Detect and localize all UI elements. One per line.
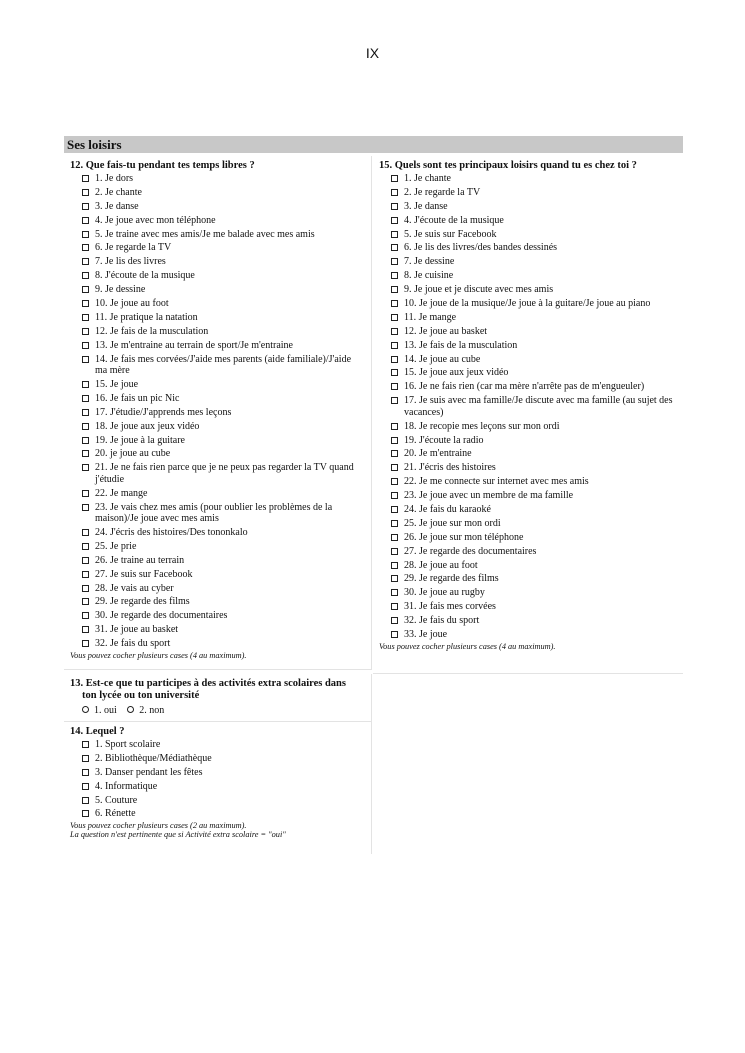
q15-option-label: 7. Je dessine	[404, 256, 455, 268]
checkbox-icon[interactable]	[82, 314, 89, 321]
q14-option-label: 6. Rénette	[95, 808, 136, 820]
q15-option-label: 9. Je joue et je discute avec mes amis	[404, 284, 554, 296]
checkbox-icon[interactable]	[391, 203, 398, 210]
q15-option-31[interactable]	[373, 601, 683, 613]
q15-option-label: 2. Je regarde la TV	[404, 186, 481, 198]
checkbox-icon[interactable]	[82, 189, 89, 196]
q15-option-20[interactable]	[373, 448, 683, 460]
q12-option-20[interactable]	[64, 448, 371, 460]
q12-option-13[interactable]	[64, 340, 371, 352]
q15-option-label: 8. Je cuisine	[404, 270, 454, 282]
q14-option-1[interactable]	[64, 739, 371, 751]
q12-option-label: 10. Je joue au foot	[95, 298, 169, 310]
q12-option-25[interactable]	[64, 541, 371, 553]
checkbox-icon[interactable]	[391, 286, 398, 293]
q15-option-1[interactable]	[373, 173, 683, 185]
q12-option-28[interactable]	[64, 583, 371, 595]
checkbox-icon[interactable]	[82, 464, 89, 471]
question-13-title-line2: ton lycée ou ton université	[82, 690, 200, 701]
checkbox-icon[interactable]	[82, 300, 89, 307]
checkbox-icon[interactable]	[391, 423, 398, 430]
question-15	[373, 156, 683, 674]
q15-option-30[interactable]	[373, 587, 683, 599]
q15-option-label: 13. Je fais de la musculation	[404, 339, 518, 351]
q12-option-2[interactable]	[64, 187, 371, 199]
checkbox-icon[interactable]	[391, 506, 398, 513]
question-14-note-1: Vous pouvez cocher plusieurs cases (2 au maximum).	[70, 821, 247, 831]
q15-option-label: 17. Je suis avec ma famille/Je discute avec ma famille (au sujet des vacances)	[404, 395, 673, 418]
q12-option-16[interactable]	[64, 393, 371, 405]
checkbox-icon[interactable]	[82, 490, 89, 497]
q15-option-12[interactable]	[373, 326, 683, 338]
checkbox-icon[interactable]	[82, 395, 89, 402]
checkbox-icon[interactable]	[82, 203, 89, 210]
checkbox-icon[interactable]	[82, 356, 89, 363]
q12-option-label: 1. Je dors	[95, 173, 134, 184]
q14-option-label: 1. Sport scolaire	[95, 739, 161, 750]
checkbox-icon[interactable]	[391, 369, 398, 376]
q14-option-3[interactable]	[64, 767, 371, 779]
q15-option-label: 30. Je joue au rugby	[404, 587, 485, 599]
q12-option-label: 4. Je joue avec mon téléphone	[95, 214, 216, 226]
q15-option-label: 33. Je joue	[404, 629, 448, 640]
checkbox-icon[interactable]	[82, 381, 89, 388]
checkbox-icon[interactable]	[82, 741, 89, 748]
q12-option-9[interactable]	[64, 284, 371, 296]
q12-option-label: 22. Je mange	[95, 487, 148, 499]
q15-option-15[interactable]	[373, 367, 683, 379]
checkbox-icon[interactable]	[391, 342, 398, 349]
section-title: Ses loisirs	[64, 136, 683, 153]
checkbox-icon[interactable]	[391, 217, 398, 224]
q12-option-label: 30. Je regarde des documentaires	[95, 610, 228, 622]
checkbox-icon[interactable]	[391, 617, 398, 624]
checkbox-icon[interactable]	[82, 217, 89, 224]
page-number: IX	[365, 45, 380, 61]
q15-option-2[interactable]	[373, 187, 683, 199]
q12-option-label: 2. Je chante	[95, 186, 142, 198]
q12-option-label: 20. je joue au cube	[95, 448, 171, 460]
q14-option-label: 2. Bibliothèque/Médiathèque	[95, 752, 212, 764]
checkbox-icon[interactable]	[82, 437, 89, 444]
q12-option-label: 26. Je traine au terrain	[95, 554, 185, 566]
q15-option-label: 24. Je fais du karaoké	[404, 503, 491, 515]
q12-option-4[interactable]	[64, 215, 371, 227]
q15-option-8[interactable]	[373, 270, 683, 282]
q12-option-30[interactable]	[64, 610, 371, 622]
q15-option-label: 27. Je regarde des documentaires	[404, 545, 537, 557]
q15-option-label: 5. Je suis sur Facebook	[404, 228, 497, 240]
q14-option-5[interactable]	[64, 795, 371, 807]
q12-option-label: 23. Je vais chez mes amis (pour oublier les problèmes de la maison)/Je joue avec mes amis	[95, 501, 333, 525]
q12-option-12[interactable]	[64, 326, 371, 338]
checkbox-icon[interactable]	[82, 423, 89, 430]
q12-option-label: 28. Je vais au cyber	[95, 582, 174, 594]
q12-option-17[interactable]	[64, 407, 371, 419]
q12-option-label: 31. Je joue au basket	[95, 624, 179, 636]
q15-option-label: 10. Je joue de la musique/Je joue à la guitare/Je joue au piano	[404, 298, 651, 310]
question-13-options	[64, 702, 371, 717]
checkbox-icon[interactable]	[391, 603, 398, 610]
q15-option-33[interactable]	[373, 629, 683, 641]
q13-option-label: 1. oui	[94, 705, 117, 716]
checkbox-icon[interactable]	[391, 231, 398, 238]
q12-option-26[interactable]	[64, 555, 371, 567]
checkbox-icon[interactable]	[391, 478, 398, 485]
q13-option-non[interactable]	[127, 705, 164, 717]
q14-option-4[interactable]	[64, 781, 371, 793]
q15-option-28[interactable]	[373, 560, 683, 572]
question-13-title-line1: 13. Est-ce que tu participes à des activités extra scolaires dans	[70, 678, 346, 689]
q15-option-17[interactable]	[373, 395, 683, 418]
question-14-options	[64, 739, 371, 820]
q12-option-32[interactable]	[64, 638, 371, 650]
q12-option-14[interactable]	[64, 354, 371, 377]
checkbox-icon[interactable]	[391, 589, 398, 596]
q12-option-label: 5. Je traine avec mes amis/Je me balade avec mes amis	[95, 228, 315, 240]
q15-option-19[interactable]	[373, 435, 683, 447]
q12-option-label: 13. Je m'entraine au terrain de sport/Je m'entraine	[95, 339, 293, 351]
q15-option-label: 1. Je chante	[404, 173, 451, 184]
q15-option-29[interactable]	[373, 573, 683, 585]
checkbox-icon[interactable]	[82, 810, 89, 817]
question-12	[64, 156, 372, 670]
question-14-title: 14. Lequel ?	[70, 726, 125, 737]
checkbox-icon[interactable]	[82, 450, 89, 457]
q12-option-27[interactable]	[64, 569, 371, 581]
q15-option-3[interactable]	[373, 201, 683, 213]
q12-option-15[interactable]	[64, 379, 371, 391]
q12-option-24[interactable]	[64, 527, 371, 539]
checkbox-icon[interactable]	[391, 548, 398, 555]
checkbox-icon[interactable]	[391, 300, 398, 307]
q15-option-label: 29. Je regarde des films	[404, 573, 499, 585]
checkbox-icon[interactable]	[391, 383, 398, 390]
q12-option-label: 6. Je regarde la TV	[95, 242, 172, 254]
checkbox-icon[interactable]	[82, 328, 89, 335]
q15-option-32[interactable]	[373, 615, 683, 627]
checkbox-icon[interactable]	[391, 464, 398, 471]
q12-option-label: 27. Je suis sur Facebook	[95, 568, 193, 580]
checkbox-icon[interactable]	[82, 557, 89, 564]
radio-circle-icon[interactable]	[127, 706, 134, 713]
q15-option-27[interactable]	[373, 546, 683, 558]
q15-option-label: 16. Je ne fais rien (car ma mère n'arrête pas de m'engueuler)	[404, 381, 645, 393]
q12-option-label: 9. Je dessine	[95, 284, 146, 296]
q15-option-4[interactable]	[373, 215, 683, 227]
q12-option-label: 17. J'étudie/J'apprends mes leçons	[95, 406, 232, 418]
radio-circle-icon[interactable]	[82, 706, 89, 713]
q14-option-2[interactable]	[64, 753, 371, 765]
checkbox-icon[interactable]	[391, 356, 398, 363]
q12-option-label: 15. Je joue	[95, 378, 139, 390]
q12-option-label: 8. J'écoute de la musique	[95, 270, 195, 282]
question-13-title	[64, 674, 371, 702]
checkbox-icon[interactable]	[391, 520, 398, 527]
q15-option-label: 21. J'écris des histoires	[404, 462, 496, 474]
q15-option-label: 4. J'écoute de la musique	[404, 214, 504, 226]
q12-option-19[interactable]	[64, 435, 371, 447]
checkbox-icon[interactable]	[391, 244, 398, 251]
q15-option-23[interactable]	[373, 490, 683, 502]
checkbox-icon[interactable]	[82, 640, 89, 647]
q15-option-22[interactable]	[373, 476, 683, 488]
checkbox-icon[interactable]	[391, 631, 398, 638]
q15-option-5[interactable]	[373, 229, 683, 241]
q13-option-oui[interactable]	[82, 705, 117, 717]
question-12-title: 12. Que fais-tu pendant tes temps libres ?	[70, 160, 255, 171]
q13-option-label: 2. non	[139, 705, 165, 716]
q12-option-5[interactable]	[64, 229, 371, 241]
q12-option-8[interactable]	[64, 270, 371, 282]
checkbox-icon[interactable]	[82, 626, 89, 633]
checkbox-icon[interactable]	[391, 492, 398, 499]
q15-option-label: 6. Je lis des livres/des bandes dessinés	[404, 242, 558, 254]
checkbox-icon[interactable]	[82, 409, 89, 416]
q15-option-label: 3. Je danse	[404, 200, 448, 212]
question-14-note-2: La question n'est pertinente que si Activité extra scolaire = "oui"	[70, 830, 286, 840]
q15-option-14[interactable]	[373, 354, 683, 366]
checkbox-icon[interactable]	[82, 231, 89, 238]
checkbox-icon[interactable]	[391, 258, 398, 265]
question-12-options	[64, 173, 371, 650]
checkbox-icon[interactable]	[82, 244, 89, 251]
q12-option-23[interactable]	[64, 502, 371, 525]
q15-option-label: 25. Je joue sur mon ordi	[404, 517, 501, 529]
question-15-title: 15. Quels sont tes principaux loisirs quand tu es chez toi ?	[379, 160, 637, 171]
q12-option-22[interactable]	[64, 488, 371, 500]
q12-option-11[interactable]	[64, 312, 371, 324]
checkbox-icon[interactable]	[82, 258, 89, 265]
checkbox-icon[interactable]	[82, 272, 89, 279]
q12-option-10[interactable]	[64, 298, 371, 310]
q12-option-label: 25. Je prie	[95, 540, 137, 552]
checkbox-icon[interactable]	[391, 175, 398, 182]
q15-option-label: 18. Je recopie mes leçons sur mon ordi	[404, 420, 560, 432]
q12-option-3[interactable]	[64, 201, 371, 213]
q15-option-label: 20. Je m'entraine	[404, 448, 472, 460]
q15-option-7[interactable]	[373, 256, 683, 268]
checkbox-icon[interactable]	[82, 504, 89, 511]
q15-option-label: 31. Je fais mes corvées	[404, 601, 496, 613]
question-14	[64, 722, 372, 854]
checkbox-icon[interactable]	[391, 189, 398, 196]
q12-option-label: 14. Je fais mes corvées/J'aide mes parents (aide familiale)/J'aide ma mère	[95, 353, 352, 377]
q12-option-6[interactable]	[64, 242, 371, 254]
q12-option-label: 16. Je fais un pic Nic	[95, 392, 180, 404]
q15-option-label: 14. Je joue au cube	[404, 353, 481, 365]
checkbox-icon[interactable]	[82, 585, 89, 592]
checkbox-icon[interactable]	[391, 575, 398, 582]
checkbox-icon[interactable]	[82, 529, 89, 536]
checkbox-icon[interactable]	[391, 562, 398, 569]
q12-option-29[interactable]	[64, 596, 371, 608]
checkbox-icon[interactable]	[82, 783, 89, 790]
q15-option-6[interactable]	[373, 242, 683, 254]
q14-option-label: 4. Informatique	[95, 780, 158, 792]
q12-option-label: 12. Je fais de la musculation	[95, 325, 209, 337]
checkbox-icon[interactable]	[82, 755, 89, 762]
q14-option-label: 5. Couture	[95, 794, 138, 806]
q15-option-9[interactable]	[373, 284, 683, 296]
q14-option-label: 3. Danser pendant les fêtes	[95, 766, 203, 778]
checkbox-icon[interactable]	[82, 342, 89, 349]
q15-option-label: 19. J'écoute la radio	[404, 434, 484, 446]
q15-option-13[interactable]	[373, 340, 683, 352]
q12-option-label: 32. Je fais du sport	[95, 638, 171, 650]
checkbox-icon[interactable]	[82, 175, 89, 182]
question-15-options	[373, 173, 683, 641]
q15-option-11[interactable]	[373, 312, 683, 324]
q15-option-24[interactable]	[373, 504, 683, 516]
q15-option-label: 22. Je me connecte sur internet avec mes amis	[404, 476, 589, 488]
q15-option-label: 12. Je joue au basket	[404, 325, 488, 337]
checkbox-icon[interactable]	[82, 769, 89, 776]
q15-option-label: 26. Je joue sur mon téléphone	[404, 531, 524, 543]
q15-option-label: 11. Je mange	[404, 311, 457, 323]
q12-option-18[interactable]	[64, 421, 371, 433]
checkbox-icon[interactable]	[82, 598, 89, 605]
checkbox-icon[interactable]	[82, 571, 89, 578]
q15-option-10[interactable]	[373, 298, 683, 310]
q12-option-7[interactable]	[64, 256, 371, 268]
checkbox-icon[interactable]	[391, 314, 398, 321]
q15-option-26[interactable]	[373, 532, 683, 544]
q12-option-label: 11. Je pratique la natation	[95, 311, 198, 323]
q12-option-label: 24. J'écris des histoires/Des tononkalo	[95, 526, 248, 538]
checkbox-icon[interactable]	[391, 397, 398, 404]
checkbox-icon[interactable]	[391, 450, 398, 457]
checkbox-icon[interactable]	[391, 328, 398, 335]
q15-option-18[interactable]	[373, 421, 683, 433]
checkbox-icon[interactable]	[82, 286, 89, 293]
q15-option-label: 32. Je fais du sport	[404, 615, 480, 627]
q15-option-21[interactable]	[373, 462, 683, 474]
q15-option-16[interactable]	[373, 381, 683, 393]
question-15-note: Vous pouvez cocher plusieurs cases (4 au maximum).	[379, 641, 556, 651]
q12-option-1[interactable]	[64, 173, 371, 185]
q12-option-label: 21. Je ne fais rien parce que je ne peux pas regarder la TV quand j'étudie	[95, 462, 354, 485]
q12-option-label: 7. Je lis des livres	[95, 256, 166, 268]
question-12-note: Vous pouvez cocher plusieurs cases (4 au maximum).	[70, 651, 247, 660]
q14-option-6[interactable]	[64, 808, 371, 820]
q15-option-label: 15. Je joue aux jeux vidéo	[404, 367, 509, 379]
checkbox-icon[interactable]	[391, 272, 398, 279]
q15-option-label: 23. Je joue avec un membre de ma famille	[404, 490, 574, 502]
question-13	[64, 674, 372, 722]
q12-option-label: 19. Je joue à la guitare	[95, 434, 185, 446]
q12-option-21[interactable]	[64, 462, 371, 485]
q15-option-label: 28. Je joue au foot	[404, 559, 478, 571]
q12-option-label: 18. Je joue aux jeux vidéo	[95, 420, 200, 432]
q12-option-label: 29. Je regarde des films	[95, 596, 190, 608]
q12-option-label: 3. Je danse	[95, 200, 139, 212]
checkbox-icon[interactable]	[82, 797, 89, 804]
q12-option-31[interactable]	[64, 624, 371, 636]
q15-option-25[interactable]	[373, 518, 683, 530]
checkbox-icon[interactable]	[82, 612, 89, 619]
checkbox-icon[interactable]	[391, 534, 398, 541]
checkbox-icon[interactable]	[82, 543, 89, 550]
checkbox-icon[interactable]	[391, 437, 398, 444]
